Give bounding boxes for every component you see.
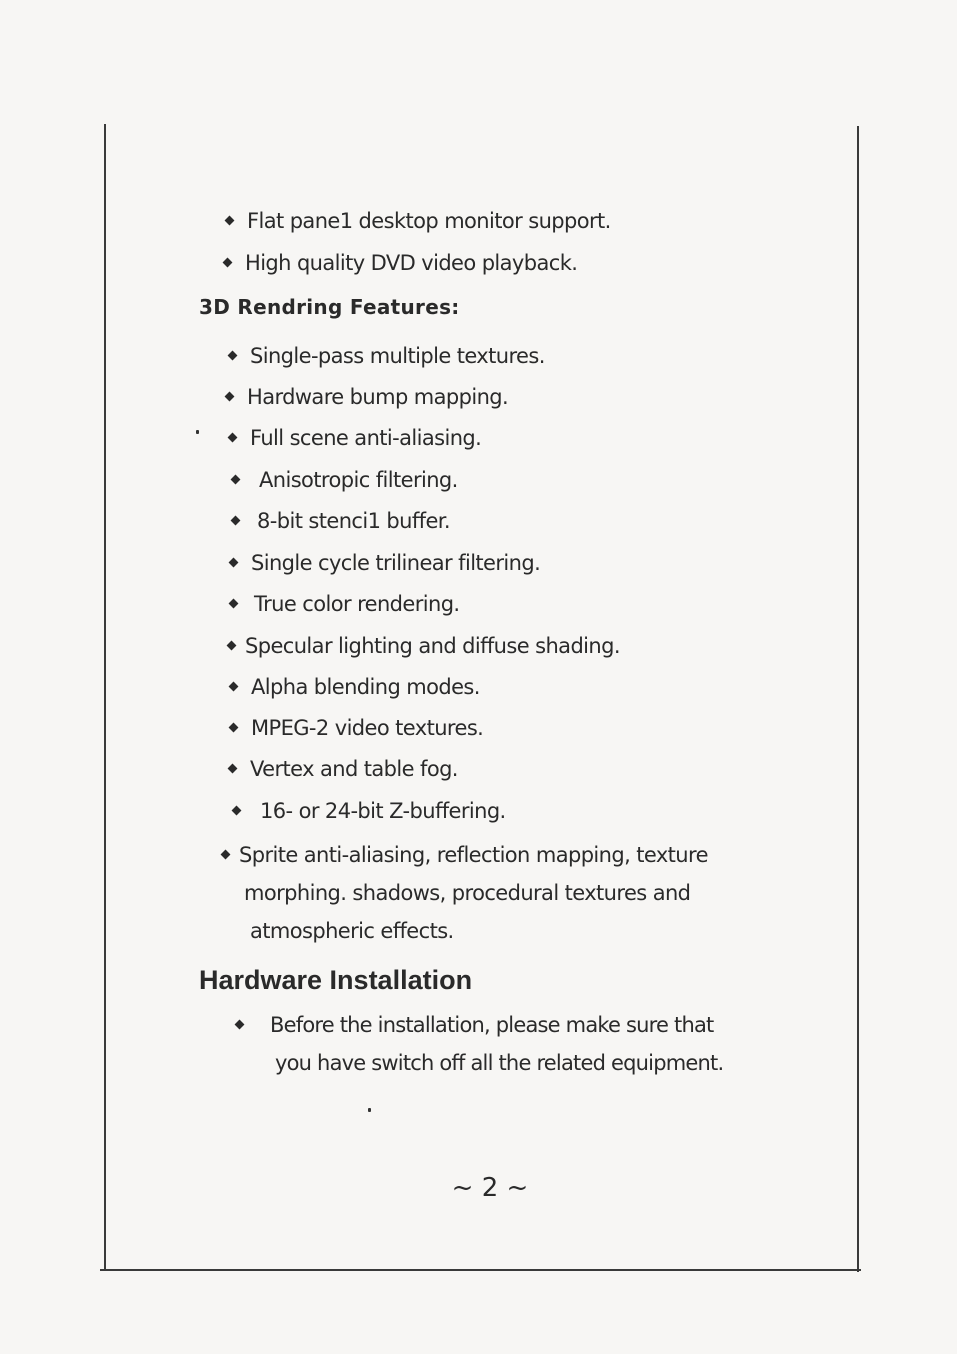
- bullet-icon: [229, 681, 239, 691]
- list-item-text: Full scene anti-aliasing.: [250, 426, 482, 450]
- bullet-icon: [229, 557, 239, 567]
- bullet-icon: [231, 515, 241, 525]
- paragraph-line: [222, 836, 708, 874]
- list-item-text: Hardware bump mapping.: [247, 385, 509, 409]
- scan-speck: [368, 1108, 371, 1112]
- list-item: [230, 709, 483, 747]
- list-item: [230, 668, 480, 706]
- list-item-text: True color rendering.: [254, 592, 460, 616]
- bullet-icon: [223, 257, 233, 267]
- bullet-icon: [228, 432, 238, 442]
- page-border-left: [104, 124, 106, 1270]
- page-border-right: [857, 126, 859, 1272]
- scan-speck: [196, 430, 199, 434]
- list-item-text: Vertex and table fog.: [250, 757, 458, 781]
- list-item: [233, 792, 506, 830]
- list-item: [226, 378, 508, 416]
- bullet-icon: [228, 350, 238, 360]
- page-number: ~ 2 ~: [451, 1173, 529, 1203]
- list-item: [224, 244, 577, 282]
- list-item: [226, 202, 611, 240]
- list-item-text: Flat pane1 desktop monitor support.: [247, 209, 611, 233]
- list-item: [232, 502, 450, 540]
- list-item: [229, 337, 545, 375]
- list-item: [228, 627, 620, 665]
- bullet-icon: [232, 805, 242, 815]
- list-item-text: Single cycle trilinear filtering.: [251, 551, 541, 575]
- bullet-icon: [225, 215, 235, 225]
- paragraph-line: you have switch off all the related equipment.: [275, 1051, 724, 1075]
- bullet-icon: [229, 722, 239, 732]
- list-item-text: Single-pass multiple textures.: [250, 344, 545, 368]
- list-item-text: Anisotropic filtering.: [259, 468, 458, 492]
- bullet-icon: [231, 474, 241, 484]
- list-item: [229, 750, 458, 788]
- bullet-icon: [229, 598, 239, 608]
- list-item-text: Alpha blending modes.: [251, 675, 480, 699]
- list-item-text: 16- or 24-bit Z-buffering.: [260, 799, 506, 823]
- list-item-text: Sprite anti-aliasing, reflection mapping, texture: [239, 843, 708, 867]
- list-item-text: Before the installation, please make sure that: [270, 1013, 714, 1037]
- paragraph-line: [236, 1006, 723, 1044]
- paragraph-line: atmospheric effects.: [250, 919, 454, 943]
- bullet-icon: [221, 849, 231, 859]
- bullet-icon: [227, 640, 237, 650]
- list-item-multiline: [222, 836, 708, 950]
- bullet-icon: [225, 391, 235, 401]
- list-item-text: MPEG-2 video textures.: [251, 716, 484, 740]
- page-border-bottom: [100, 1269, 861, 1271]
- list-item: [232, 461, 458, 499]
- bullet-icon: [235, 1019, 245, 1029]
- list-item-text: 8-bit stenci1 buffer.: [257, 509, 450, 533]
- list-item-multiline: [236, 1006, 723, 1082]
- list-item: [230, 585, 460, 623]
- paragraph-line: morphing. shadows, procedural textures and: [244, 881, 691, 905]
- list-item: [230, 544, 540, 582]
- section-heading-install: Hardware Installation: [199, 965, 473, 995]
- bullet-icon: [228, 763, 238, 773]
- list-item-text: Specular lighting and diffuse shading.: [245, 634, 620, 658]
- section-heading-3d: 3D Rendring Features:: [199, 295, 460, 319]
- list-item-text: High quality DVD video playback.: [245, 251, 578, 275]
- list-item: [229, 419, 481, 457]
